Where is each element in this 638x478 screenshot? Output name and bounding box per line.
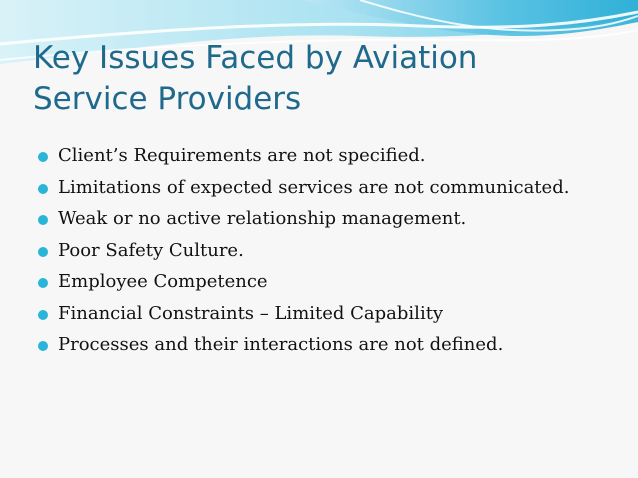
bullet-marker-icon — [38, 184, 48, 194]
bullet-list — [38, 142, 598, 363]
bullet-text: Financial Constraints – Limited Capability — [58, 302, 444, 324]
bullet-marker-icon — [38, 310, 48, 320]
bullet-item — [38, 174, 598, 203]
bullet-text: Weak or no active relationship management. — [58, 208, 467, 229]
bullet-item — [38, 268, 598, 297]
bullet-item — [38, 142, 598, 171]
title-line-1: Key Issues Faced by Aviation — [33, 40, 478, 76]
title-line-2: Service Providers — [33, 81, 302, 117]
bullet-marker-icon — [38, 215, 48, 225]
bullet-marker-icon — [38, 247, 48, 257]
bullet-text: Client’s Requirements are not specified. — [58, 145, 426, 166]
bullet-text: Poor Safety Culture. — [58, 239, 244, 261]
slide-title — [33, 38, 613, 120]
bullet-item — [38, 205, 598, 234]
bullet-item — [38, 331, 598, 360]
bullet-item — [38, 300, 598, 329]
bullet-marker-icon — [38, 278, 48, 288]
bullet-marker-icon — [38, 152, 48, 162]
bullet-marker-icon — [38, 341, 48, 351]
bullet-text: Employee Competence — [58, 271, 268, 292]
bullet-item — [38, 237, 598, 266]
bullet-text: Processes and their interactions are not defined. — [58, 334, 504, 355]
bullet-text: Limitations of expected services are not communicated. — [58, 176, 570, 198]
